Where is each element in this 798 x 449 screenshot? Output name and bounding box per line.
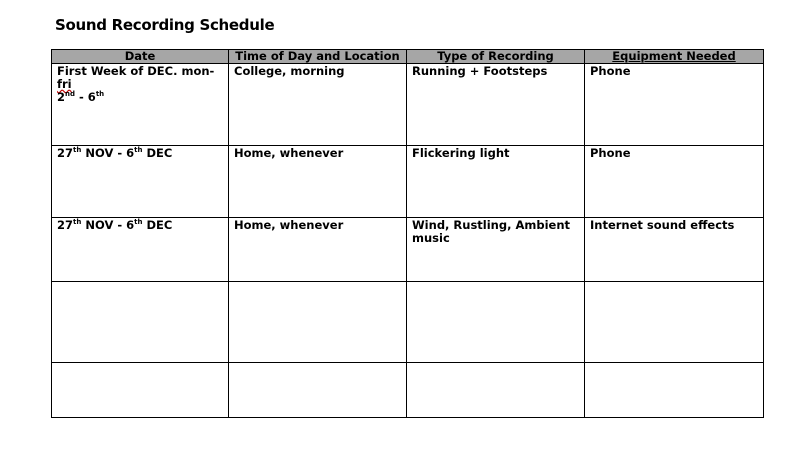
header-equipment[interactable] (585, 50, 764, 64)
date-num: 2 (57, 90, 66, 104)
header-recording-type[interactable]: Type of Recording (407, 50, 585, 64)
cell-time-location[interactable] (229, 363, 407, 418)
cell-recording-type[interactable] (407, 363, 585, 418)
date-text: NOV - 6 (81, 218, 135, 232)
table-row (52, 146, 764, 218)
cell-time-location[interactable]: College, morning (229, 64, 407, 146)
schedule-table (51, 49, 764, 418)
cell-time-location[interactable] (229, 282, 407, 363)
cell-date[interactable] (52, 363, 229, 418)
cell-date[interactable] (52, 218, 229, 282)
table-row (52, 282, 764, 363)
date-text: First Week of DEC. mon- (57, 64, 215, 78)
header-row (52, 50, 764, 64)
date-text: NOV - 6 (81, 146, 135, 160)
spellcheck-flagged-word[interactable]: fri (57, 77, 72, 91)
cell-equipment[interactable]: Phone (585, 64, 764, 146)
cell-date[interactable] (52, 64, 229, 146)
cell-equipment[interactable]: Internet sound effects (585, 218, 764, 282)
date-suffix: th (73, 218, 82, 227)
cell-equipment[interactable] (585, 363, 764, 418)
cell-recording-type[interactable]: Flickering light (407, 146, 585, 218)
cell-time-location[interactable]: Home, whenever (229, 146, 407, 218)
header-equipment-label: Equipment Needed (612, 49, 736, 63)
cell-equipment[interactable] (585, 282, 764, 363)
date-suffix: th (73, 146, 82, 155)
header-time-location[interactable]: Time of Day and Location (229, 50, 407, 64)
cell-recording-type[interactable] (407, 282, 585, 363)
table-row (52, 218, 764, 282)
cell-equipment[interactable]: Phone (585, 146, 764, 218)
cell-date[interactable] (52, 146, 229, 218)
date-num: 27 (57, 146, 74, 160)
cell-recording-type[interactable]: Running + Footsteps (407, 64, 585, 146)
cell-recording-type[interactable]: Wind, Rustling, Ambient music (407, 218, 585, 282)
cell-date[interactable] (52, 282, 229, 363)
date-suffix: th (134, 146, 143, 155)
date-text: - 6 (75, 90, 96, 104)
date-suffix: nd (65, 90, 76, 99)
table-row (52, 363, 764, 418)
cell-time-location[interactable]: Home, whenever (229, 218, 407, 282)
date-text: DEC (142, 146, 173, 160)
document-title: Sound Recording Schedule (55, 16, 275, 34)
date-suffix: th (95, 90, 105, 99)
date-suffix: th (134, 218, 143, 227)
date-text: DEC (142, 218, 173, 232)
header-date[interactable]: Date (52, 50, 229, 64)
table-row (52, 64, 764, 146)
date-num: 27 (57, 218, 74, 232)
